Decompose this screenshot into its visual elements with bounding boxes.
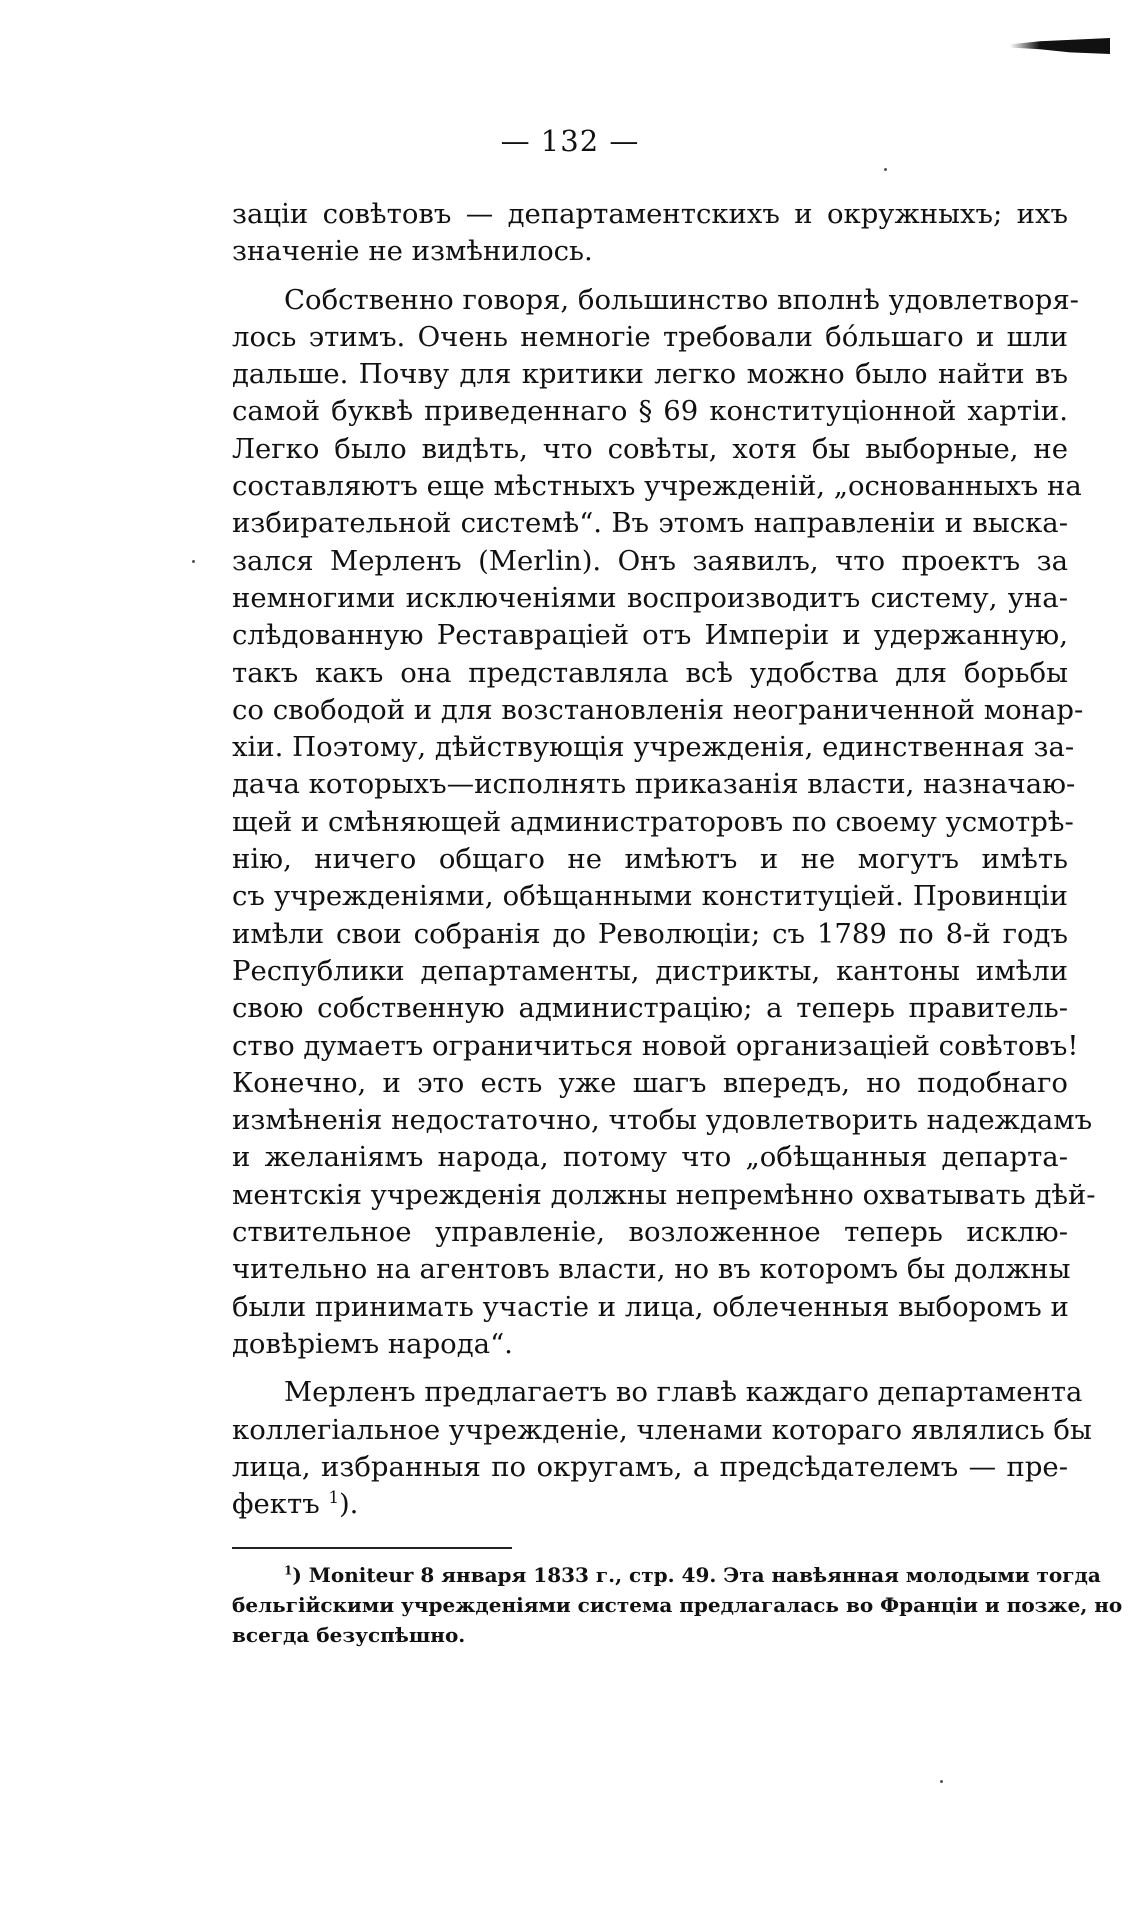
text-line: заціи совѣтовъ — департаментскихъ и окружныхъ; ихъ — [232, 198, 1068, 230]
text-line: лось этимъ. Очень немногіе требовали бóльшаго и шли — [232, 320, 1068, 353]
text-line: Собственно говоря, большинство вполнѣ удовлетворя- — [284, 283, 1079, 316]
page-number: — 132 — — [500, 124, 640, 158]
text-line: лица, избранныя по округамъ, а предсѣдателемъ — пре- — [232, 1450, 1068, 1483]
text-line: немногими исключеніями воспроизводитъ систему, уна- — [232, 581, 1068, 614]
text-line — [232, 1486, 1068, 1523]
text-line: дальше. Почву для критики легко можно было найти въ — [232, 358, 1068, 391]
text-fragment: фектъ — [232, 1488, 320, 1521]
scan-artifact — [1010, 38, 1110, 54]
text-line: слѣдованную Реставраціей отъ Имперіи и удержанную, — [232, 619, 1068, 652]
scan-speck — [192, 560, 195, 563]
text-line: Республики департаменты, дистрикты, кантоны имѣли — [232, 954, 1068, 987]
footnotes — [232, 1560, 1123, 1650]
text-line: довѣріемъ народа“. — [232, 1327, 513, 1360]
text-line: хіи. Поэтому, дѣйствующія учрежденія, единственная за- — [232, 731, 1075, 764]
text-line: были принимать участіе и лица, облеченныя выборомъ и — [232, 1290, 1069, 1323]
scan-speck — [884, 168, 887, 171]
text-line: щей и смѣняющей администраторовъ по своему усмотрѣ- — [232, 805, 1074, 838]
scan-speck — [940, 1780, 943, 1783]
text-fragment: ). — [338, 1488, 359, 1521]
text-line: имѣли свои собранія до Революціи; съ 1789 по 8-й годъ — [232, 917, 1068, 950]
text-fragment: ) Moniteur 8 января 1833 г., стр. 49. Эта навѣянная молодыми тогда — [292, 1563, 1101, 1587]
text-line: ство думаетъ ограничиться новой организаціей совѣтовъ! — [232, 1029, 1079, 1062]
footnote-marker: 1 — [284, 1563, 293, 1578]
text-line: дача которыхъ—исполнять приказанія власти, назначаю- — [232, 768, 1076, 801]
text-line: коллегіальное учрежденіе, членами котораго являлись бы — [232, 1413, 1092, 1446]
text-line: составляютъ еще мѣстныхъ учрежденій, „основанныхъ на — [232, 470, 1082, 503]
text-line: со свободой и для возстановленія неограниченной монар- — [232, 693, 1084, 726]
text-line: и желаніямъ народа, потому что „обѣщанныя департа- — [232, 1141, 1068, 1174]
footnote-line: бельгійскими учрежденіями система предлагалась во Франціи и позже, но — [232, 1593, 1123, 1617]
text-line: свою собственную администрацію; а теперь правитель- — [232, 992, 1068, 1025]
text-line: зался Мерленъ (Merlin). Онъ заявилъ, что проектъ за — [232, 544, 1068, 577]
text-line: съ учрежденіями, обѣщанными конституціей. Провинціи — [232, 880, 1068, 913]
text-line: чительно на агентовъ власти, но въ которомъ бы должны — [232, 1253, 1071, 1286]
text-line: ментскія учрежденія должны непремѣнно охватывать дѣй- — [232, 1178, 1096, 1211]
text-line: значеніе не измѣнилось. — [232, 235, 593, 268]
text-line: избирательной системѣ“. Въ этомъ направленіи и выска- — [232, 507, 1068, 540]
text-line: измѣненія недостаточно, чтобы удовлетворить надеждамъ — [232, 1104, 1093, 1137]
text-line: ствительное управленіе, возложенное теперь исклю- — [232, 1216, 1068, 1249]
footnote-line — [232, 1560, 1101, 1590]
text-line: Легко было видѣть, что совѣты, хотя бы выборные, не — [232, 432, 1068, 465]
text-line: Мерленъ предлагаетъ во главѣ каждаго департамента — [284, 1376, 1083, 1409]
body-text — [232, 196, 1096, 1523]
footnote-reference[interactable]: 1 — [328, 1487, 339, 1507]
text-line: Конечно, и это есть уже шагъ впередъ, но подобнаго — [232, 1066, 1068, 1099]
footnote-line: всегда безуспѣшно. — [232, 1623, 466, 1647]
footnote-separator — [232, 1547, 512, 1549]
text-line: такъ какъ она представляла всѣ удобства для борьбы — [232, 656, 1068, 689]
text-line: самой буквѣ приведеннаго § 69 конституціонной хартіи. — [232, 395, 1068, 428]
text-line: нію, ничего общаго не имѣютъ и не могутъ имѣть — [232, 843, 1068, 876]
